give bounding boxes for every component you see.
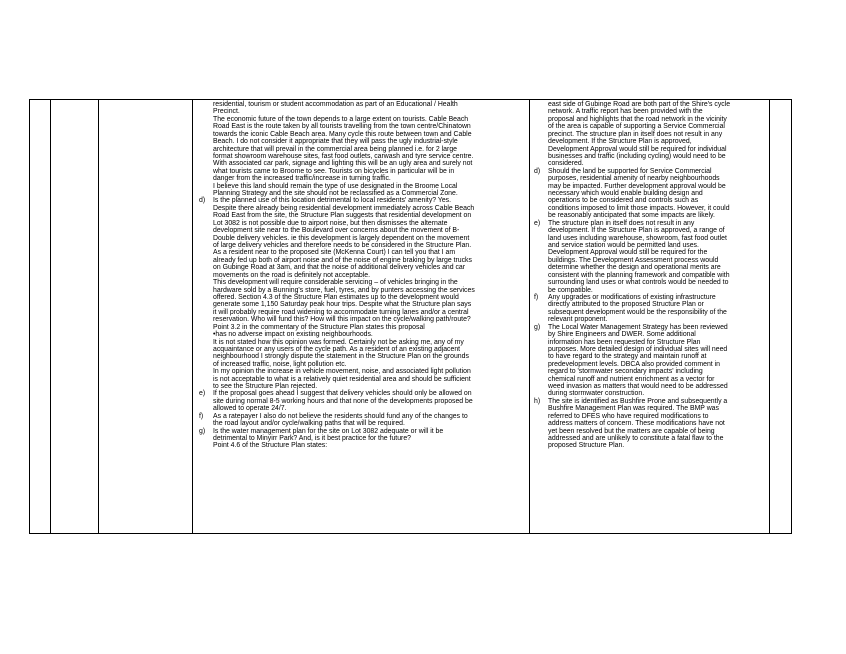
list-item [199, 101, 529, 197]
item-body [548, 294, 769, 324]
text-line: Point 3.2 in the commentary of the Structure Plan states this proposal [213, 323, 425, 331]
text-line: determine whether the design and operational merits are [548, 264, 721, 272]
list-item [534, 398, 769, 450]
list-item [199, 413, 529, 428]
item-body [213, 197, 529, 390]
text-line: detrimental to Minyirr Park? And, is it best practice for the future? [213, 434, 412, 442]
text-line: on Gubinge Road at 3am, and that the noise of additional delivery vehicles and car [213, 264, 466, 272]
text-line: If the proposal goes ahead I suggest that delivery vehicles should only be allowed on [213, 390, 472, 398]
text-line: Development Approval would still be required for the [548, 249, 708, 257]
text-line: purposes. More detailed design of individual sites will need [548, 345, 728, 353]
text-line: Beach. I do not consider it appropriate that they will pass the ugly industrial-style [213, 138, 458, 146]
text-line: hardware sold by a Bunning's store, fuel, tyres, and by punters accessing the services [213, 286, 475, 294]
text-line: Point 4.6 of the Structure Plan states: [213, 442, 328, 450]
text-line: referred to DFES who have required modifications to [548, 412, 709, 420]
recommendation-cell [770, 100, 792, 534]
text-line: Precinct. [213, 108, 240, 116]
text-line: of increased traffic, noise, light pollution etc. [213, 360, 347, 368]
text-line: I believe this land should remain the type of use designated in the Broome Local [213, 182, 458, 190]
submission-text [193, 100, 529, 450]
text-line: Road East from the site, the Structure Plan suggests that residential development on [213, 212, 472, 220]
item-marker: g) [534, 323, 541, 331]
submissions-table [29, 99, 792, 534]
text-line: Should the land be supported for Service Commercial [548, 167, 712, 175]
text-line: the road layout and/or cycle/walking paths that will be required. [213, 420, 405, 428]
item-body [548, 220, 769, 294]
list-item [199, 390, 529, 412]
list-item [199, 428, 529, 450]
text-line: to have regard to the strategy and maintain runoff at [548, 353, 707, 361]
text-line: information has been requested for Structure Plan [548, 338, 701, 346]
text-line: architecture that will prevail in the commercial area being planned i.e. for 2 large [213, 145, 457, 153]
text-line: regard to 'stormwater secondary impacts' including [548, 368, 703, 376]
text-line: it will probably require road widening to accommodate turning lanes and/or a central [213, 308, 469, 316]
item-marker [199, 101, 213, 197]
item-marker: f) [534, 293, 539, 301]
text-line: considered. [548, 160, 584, 168]
text-line: and service station would be permitted land uses. [548, 242, 699, 250]
text-line: addressed and are unlikely to constitute a fatal flaw to the [548, 434, 724, 442]
text-line: Bushfire Management Plan was required. The BMP was [548, 405, 719, 413]
text-line: necessary which would enable building design and [548, 190, 703, 198]
text-line: east side of Gubinge Road are both part of the Shire's cycle [548, 101, 731, 108]
item-body [548, 324, 769, 398]
item-marker [534, 101, 548, 168]
list-item [199, 197, 529, 390]
text-line: The economic future of the town depends to a large extent on tourists. Cable Beach [213, 115, 469, 123]
text-line: Road East is the route taken by all tourists travelling from the town centre/Chinatown [213, 123, 471, 131]
text-line: is not acceptable to what is a relatively quiet residential area and should be sufficient [213, 375, 471, 383]
response-text [530, 100, 769, 450]
text-line: movements on the road is definitely not acceptable. [213, 271, 371, 279]
response-cell [530, 100, 770, 534]
text-line: Double delivery vehicles. ie this development is largely dependent on the movement [213, 234, 470, 242]
text-line: be reasonably anticipated that some impacts are likely. [548, 212, 715, 220]
text-line: be compatible. [548, 286, 593, 294]
text-line: As a resident near to the proposed site (McKenna Court) I can tell you that I am [213, 249, 456, 257]
item-body [213, 413, 529, 428]
text-line: site during normal 8-5 working hours and that none of the developments proposed be [213, 397, 473, 405]
submitter-cell [51, 100, 99, 534]
list-item [534, 220, 769, 294]
text-line: of the area is capable of supporting a Service Commercial [548, 123, 725, 131]
text-line: subsequent development would be the responsibility of the [548, 308, 727, 316]
text-line: proposed Structure Plan. [548, 442, 625, 450]
list-item [534, 168, 769, 220]
text-line: during stormwater construction. [548, 390, 645, 398]
text-line: what tourists came to Broome to see. Tourists on bicycles in particular will be in [213, 167, 455, 175]
list-item [534, 294, 769, 324]
text-line: yet been resolved but the matters are capable of being [548, 427, 715, 435]
text-line: Development Approval would still be required for individual [548, 145, 727, 153]
text-line: network. A traffic report has been provided with the [548, 108, 703, 116]
text-line: precinct. The structure plan in itself does not result in any [548, 130, 723, 138]
text-line: Is the water management plan for the site on Lot 3082 adequate or will it be [213, 427, 444, 435]
table-row [30, 100, 792, 534]
text-line: Despite there already being residential development immediately across Cable Beach [213, 204, 475, 212]
item-body [213, 101, 529, 197]
text-line: relevant proponent. [548, 316, 608, 324]
text-line: In my opinion the increase in vehicle movement, noise, and associated light pollution [213, 368, 471, 376]
text-line: may be impacted. Further development approval would be [548, 182, 726, 190]
text-line: generate some 1,150 Saturday peak hour trips. Despite what the Structure plan says [213, 301, 472, 309]
item-marker: e) [199, 390, 206, 398]
text-line: development. If the Structure Plan is approved, a range of [548, 227, 725, 235]
text-line: already fed up both of airport noise and of the noise of engine braking by large trucks [213, 256, 472, 264]
text-line: reservation. Who will fund this? How will this impact on the cycle/walking path/route? [213, 316, 471, 324]
text-line: offered. Section 4.3 of the Structure Plan estimates up to the development would [213, 293, 459, 301]
reference-cell [99, 100, 193, 534]
text-line: Is the planned use of this location detrimental to local residents' amenity? Yes. [213, 197, 452, 205]
text-line: neighbourhood I strongly dispute the statement in the Structure Plan on the grounds [213, 353, 469, 361]
text-line: buildings. The Development Assessment process would [548, 256, 719, 264]
text-line: acquaintance or any users of the cycle path. As a resident of an existing adjacent [213, 345, 461, 353]
submission-cell [193, 100, 530, 534]
text-line: With associated car park, signage and lighting this will be an ugly area and surely not [213, 160, 473, 168]
text-line: residential, tourism or student accommodation as part of an Educational / Health [213, 101, 458, 108]
item-body [548, 398, 769, 450]
text-line: surrounding land uses or what controls would be needed to [548, 279, 729, 287]
item-marker: f) [199, 412, 204, 420]
text-line: by Shire Engineers and DWER. Some additional [548, 331, 696, 339]
text-line: proposal and highlights that the road network in the vicinity [548, 115, 727, 123]
item-body [213, 428, 529, 450]
item-marker: e) [534, 219, 541, 227]
text-line: Any upgrades or modifications of existing infrastructure [548, 293, 716, 301]
item-marker: d) [534, 167, 541, 175]
text-line: development. If the Structure Plan is approved, [548, 138, 692, 146]
text-line: consistent with the planning framework and compatible with [548, 271, 730, 279]
list-item [534, 101, 769, 168]
text-line: •has no adverse impact on existing neighbourhoods. [213, 331, 373, 339]
item-marker: g) [199, 427, 206, 435]
text-line: to see the Structure Plan rejected. [213, 383, 318, 391]
text-line: Lot 3082 is not possible due to airport noise, but then dismisses the alternate [213, 219, 448, 227]
item-body [213, 390, 529, 412]
text-line: danger from the increased traffic/increase in turning traffic. [213, 175, 391, 183]
text-line: chemical runoff and nutrient enrichment as a vector for [548, 375, 715, 383]
text-line: The structure plan in itself does not result in any [548, 219, 695, 227]
text-line: of large delivery vehicles and therefore needs to be considered in the Structure Plan. [213, 242, 472, 250]
text-line: allowed to operate 24/7. [213, 405, 287, 413]
text-line: directly attributed to the proposed Structure Plan or [548, 301, 704, 309]
text-line: operations to be considered and controls such as [548, 197, 699, 205]
text-line: land uses including warehouse, showroom, fast food outlet [548, 234, 727, 242]
text-line: predevelopment levels. DBCA also provided comment in [548, 360, 720, 368]
item-body [548, 101, 769, 168]
text-line: businesses and traffic (including cycling) would need to be [548, 152, 726, 160]
text-line: development site near to the Boulevard over concerns about the movement of B- [213, 227, 460, 235]
text-line: towards the iconic Cable Beach area. Many cycle this route between town and Cable [213, 130, 472, 138]
text-line: As a ratepayer I also do not believe the residents should fund any of the changes to [213, 412, 468, 420]
text-line: The Local Water Management Strategy has been reviewed [548, 323, 728, 331]
text-line: conditions imposed to limit those impacts. However, it could [548, 204, 730, 212]
list-item [534, 324, 769, 398]
text-line: Planning Strategy and the site should not be reclassified as a Commercial Zone. [213, 190, 458, 198]
text-line: address matters of concern. These modifications have not [548, 420, 725, 428]
text-line: format showroom warehouse sites, fast food outlets, carwash and tyre service centre. [213, 152, 474, 160]
text-line: This development will require considerable servicing – of vehicles bringing in the [213, 279, 458, 287]
text-line: purposes, residential amenity of nearby neighbourhoods [548, 175, 720, 183]
text-line: weed invasion as matters that would need to be addressed [548, 383, 728, 391]
item-marker: d) [199, 197, 206, 205]
item-body [548, 168, 769, 220]
text-line: It is not stated how this opinion was formed. Certainly not be asking me, any of my [213, 338, 464, 346]
text-line: The site is identified as Bushfire Prone and subsequently a [548, 397, 728, 405]
number-cell [30, 100, 51, 534]
item-marker: h) [534, 397, 541, 405]
